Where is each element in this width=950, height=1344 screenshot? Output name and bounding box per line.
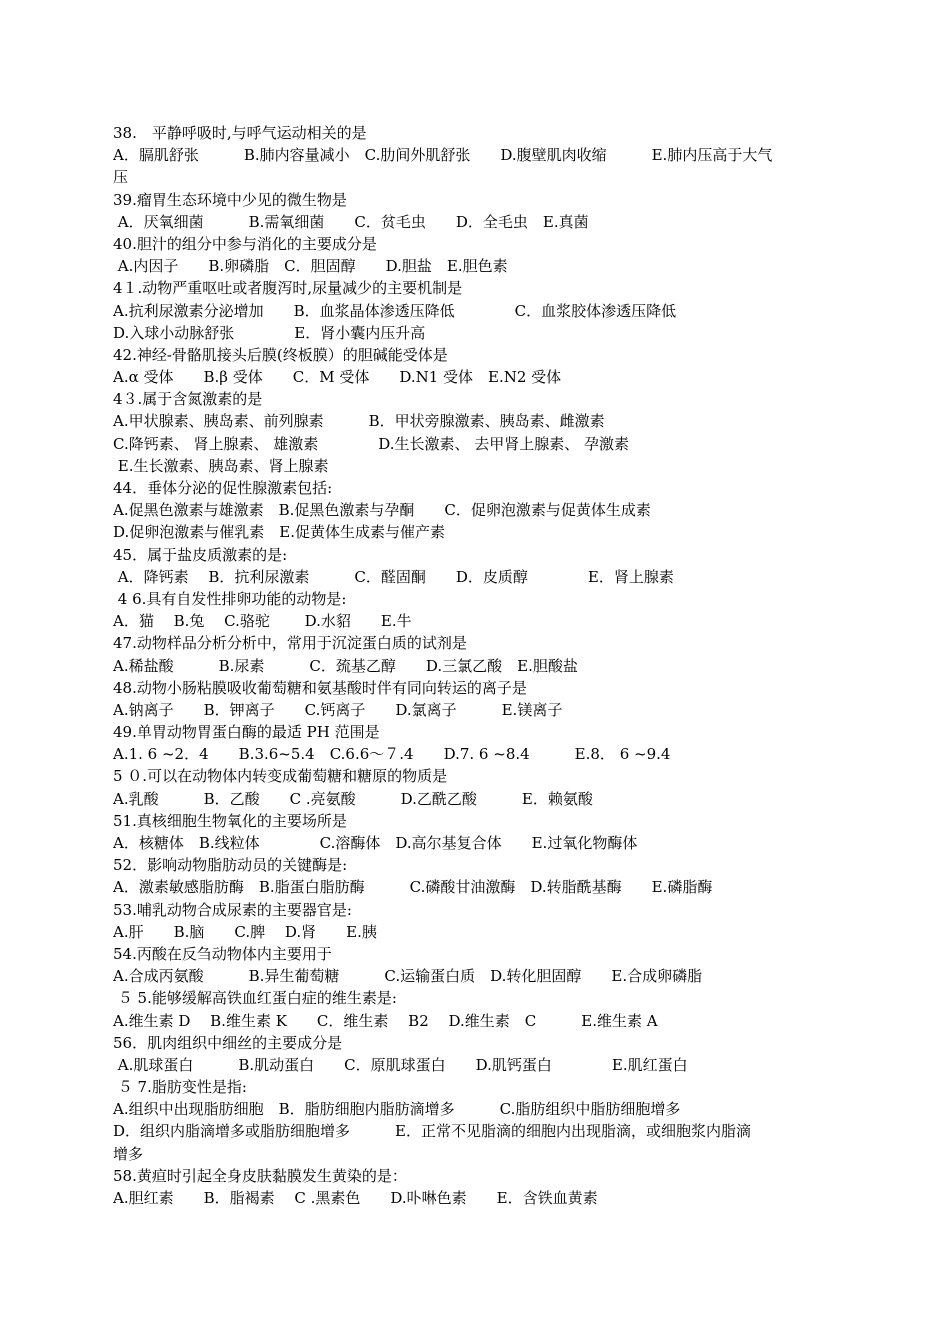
- text-line: A.内因子 B.卵磷脂 C．胆固醇 D.胆盐 E.胆色素: [113, 257, 508, 276]
- text-line: A.组织中出现脂肪细胞 B．脂肪细胞内脂肪滴增多 C.脂肪组织中脂肪细胞增多: [113, 1100, 681, 1119]
- text-line: 49.单胃动物胃蛋白酶的最适 PH 范围是: [113, 723, 380, 742]
- text-line: 52．影响动物脂肪动员的关键酶是:: [113, 856, 348, 875]
- text-line: A.合成丙氨酸 B.异生葡萄糖 C.运输蛋白质 D.转化胆固醇 E.合成卵磷脂: [113, 967, 703, 986]
- text-line: A.稀盐酸 B.尿素 C．巯基乙醇 D.三氯乙酸 E.胆酸盐: [113, 656, 578, 675]
- text-line: 53.哺乳动物合成尿素的主要器官是:: [113, 900, 352, 919]
- text-line: A.抗利尿激素分泌增加 B．血浆晶体渗透压降低 C．血浆胶体渗透压降低: [113, 301, 677, 320]
- text-line: E.生长激素、胰岛素、肾上腺素: [113, 456, 329, 475]
- text-line: D.促卵泡激素与催乳素 E.促黄体生成素与催产素: [113, 523, 445, 542]
- text-line: A.α 受体 B.β 受体 C．M 受体 D.N1 受体 E.N2 受体: [113, 368, 562, 387]
- text-line: A.乳酸 B．乙酸 C .亮氨酸 D.乙酰乙酸 E．赖氨酸: [113, 789, 593, 808]
- text-line: C.降钙素、 肾上腺素、 雄激素 D.生长激素、 去甲肾上腺素、 孕激素: [113, 434, 630, 453]
- text-line: A．膈肌舒张 B.肺内容量减小 C.肋间外肌舒张 D.腹壁肌肉收缩 E.肺内压高于大气: [113, 146, 773, 165]
- text-line: 39.瘤胃生态环境中少见的微生物是: [113, 190, 347, 209]
- text-line: 压: [113, 168, 129, 187]
- text-line: A.维生素 D B.维生素 K C．维生素 B2 D.维生素 C E.维生素 A: [113, 1011, 658, 1030]
- text-line: A．猫 B.兔 C.骆驼 D.水貂 E.牛: [113, 612, 412, 631]
- text-line: A.促黑色激素与雄激素 B.促黑色激素与孕酮 C．促卵泡激素与促黄体生成素: [113, 501, 651, 520]
- text-line: A．核糖体 B.线粒体 C.溶酶体 D.高尔基复合体 E.过氧化物酶体: [113, 834, 638, 852]
- text-line: A．降钙素 B．抗利尿激素 C．醛固酮 D．皮质醇 E．肾上腺素: [113, 567, 674, 586]
- text-line: 58.黄疸时引起全身皮肤黏膜发生黄染的是：: [113, 1166, 407, 1185]
- text-line: 4 6.具有自发性排卵功能的动物是:: [113, 589, 347, 608]
- text-line: A.1. 6 ~2．4 B.3.6~5.4 C.6.6～７.4 D.7. 6 ~8.4 E.8． 6 ~9.4: [113, 745, 671, 764]
- text-line: 40.胆汁的组分中参与消化的主要成分是: [113, 234, 377, 253]
- text-line: D.入球小动脉舒张 E．肾小囊内压升高: [113, 323, 426, 342]
- text-line: 44．垂体分泌的促性腺激素包括:: [113, 479, 333, 497]
- text-line: A．激素敏感脂肪酶 B.脂蛋白脂肪酶 C.磷酸甘油激酶 D.转脂酰基酶 E.磷脂酶: [113, 878, 713, 897]
- text-line: A.钠离子 B．钾离子 C.钙离子 D.氯离子 E.镁离子: [113, 700, 563, 719]
- text-line: 48.动物小肠粘膜吸收葡萄糖和氨基酸时伴有同向转运的离子是: [113, 678, 527, 697]
- text-line: A.胆红素 B．脂褐素 C .黑素色 D.卟啉色素 E．含铁血黄素: [113, 1189, 598, 1207]
- text-line: 42.神经-骨骼肌接头后膜(终板膜）的胆碱能受体是: [113, 345, 448, 364]
- text-line: ５ 7.脂肪变性是指:: [113, 1078, 247, 1097]
- text-line: 51.真核细胞生物氧化的主要场所是: [113, 811, 347, 830]
- text-line: 56．肌肉组织中细丝的主要成分是: [113, 1033, 343, 1052]
- text-line: 5 ０.可以在动物体内转变成葡萄糖和糖原的物质是: [113, 767, 448, 786]
- text-line: 47.动物样品分析分析中，常用于沉淀蛋白质的试剂是: [113, 634, 467, 653]
- text-line: D．组织内脂滴增多或脂肪细胞增多 E．正常不见脂滴的细胞内出现脂滴，或细胞浆内脂滴: [113, 1122, 751, 1141]
- text-line: A．厌氧细菌 B.需氧细菌 C．贫毛虫 D．全毛虫 E.真菌: [113, 212, 589, 231]
- text-line: 4３.属于含氮激素的是: [113, 390, 263, 409]
- text-line: A.肌球蛋白 B.肌动蛋白 C．原肌球蛋白 D.肌钙蛋白 E.肌红蛋白: [113, 1055, 688, 1074]
- document-body: [113, 122, 838, 1209]
- text-line: A.肝 B.脑 C.脾 D.肾 E.胰: [113, 922, 377, 941]
- text-line: ５ 5.能够缓解高铁血红蛋白症的维生素是:: [113, 989, 397, 1008]
- text-line: 4１.动物严重呕吐或者腹泻时,尿量减少的主要机制是: [113, 279, 463, 298]
- text-line: 38. 平静呼吸时,与呼气运动相关的是: [113, 124, 367, 142]
- text-line: 54.丙酸在反刍动物体内主要用于: [113, 944, 332, 963]
- text-line: 增多: [113, 1144, 144, 1163]
- text-line: 45．属于盐皮质激素的是:: [113, 545, 288, 564]
- text-line: A.甲状腺素、胰岛素、前列腺素 B．甲状旁腺激素、胰岛素、雌激素: [113, 412, 605, 431]
